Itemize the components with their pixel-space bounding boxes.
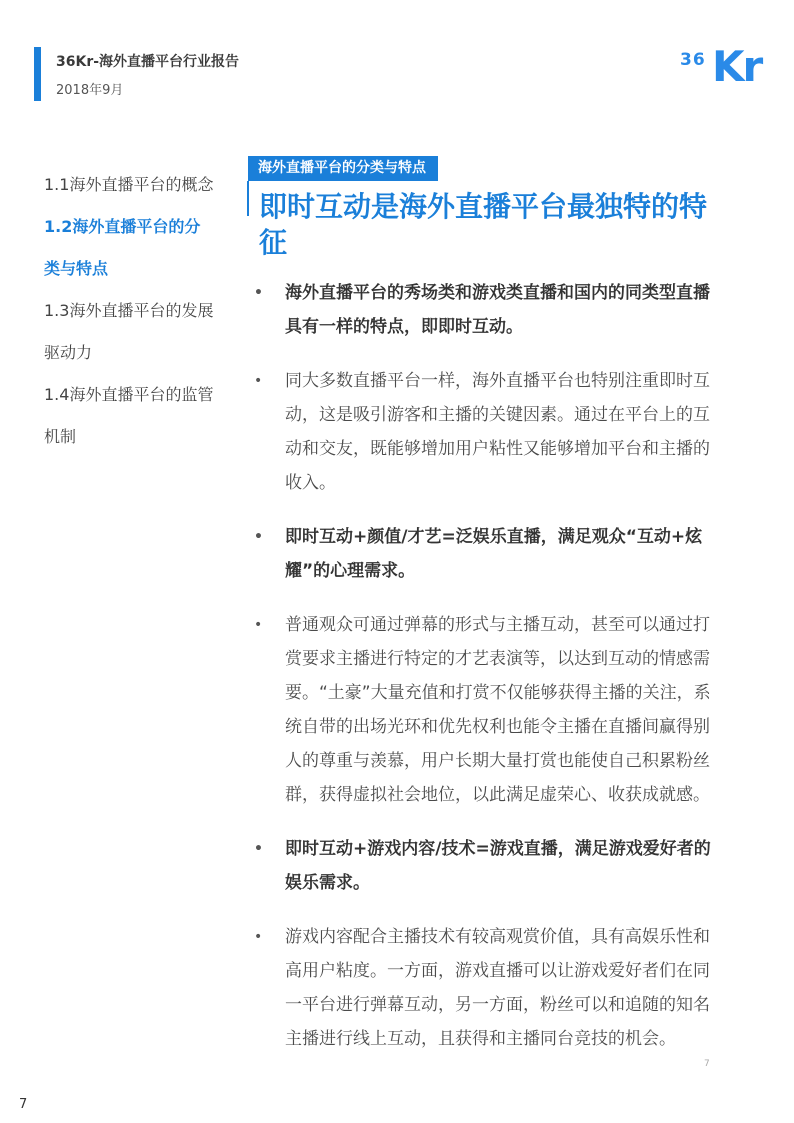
bullet-dot: • <box>254 929 263 945</box>
toc-item-drivers[interactable]: 1.3海外直播平台的发展驱动力 <box>44 301 214 362</box>
bullet-dot: • <box>254 373 263 389</box>
bullet-text: 即时互动+颜值/才艺=泛娱乐直播，满足观众“互动+炫耀”的心理需求。 <box>285 527 703 581</box>
bullet-text: 即时互动+游戏内容/技术=游戏直播，满足游戏爱好者的娱乐需求。 <box>285 839 711 893</box>
toc-item-classification[interactable]: 1.2海外直播平台的分类与特点 <box>44 217 201 278</box>
36kr-logo <box>678 44 768 94</box>
logo-number: 36 <box>680 50 706 70</box>
bullet-dot: • <box>254 841 263 857</box>
bullet-text: 同大多数直播平台一样，海外直播平台也特别注重即时互动，这是吸引游客和主播的关键因素。通过在平台上的互动和交友，既能够增加用户粘性又能够增加平台和主播的收入。 <box>285 371 710 493</box>
bullet-list <box>252 276 722 1076</box>
page-number-small: 7 <box>704 1059 710 1069</box>
bullet-dot: • <box>254 285 263 301</box>
bullet-text: 游戏内容配合主播技术有较高观赏价值，具有高娱乐性和高用户粘度。一方面，游戏直播可以让游戏爱好者们在同一平台进行弹幕互动，另一方面，粉丝可以和追随的知名主播进行线上互动，且获得和主播同台竞技的机会。 <box>285 927 710 1049</box>
report-title: 36Kr-海外直播平台行业报告 <box>56 54 240 70</box>
table-of-contents <box>44 164 224 458</box>
section-tag: 海外直播平台的分类与特点 <box>248 156 438 181</box>
bullet-item <box>252 832 722 900</box>
headline-rule <box>247 181 249 216</box>
bullet-text: 普通观众可通过弹幕的形式与主播互动，甚至可以通过打赏要求主播进行特定的才艺表演等，以达到互动的情感需要。“土豪”大量充值和打赏不仅能够获得主播的关注，系统自带的出场光环和优先权利也能令主播在直播间赢得别人的尊重与羡慕，用户长期大量打赏也能使自己积累粉丝群，获得虚拟社会地位，以此满足虚荣心、收获成就感。 <box>285 615 711 805</box>
page-number: 7 <box>19 1097 28 1112</box>
bullet-item <box>252 608 722 812</box>
toc-item-regulation[interactable]: 1.4海外直播平台的监管机制 <box>44 385 214 446</box>
page-headline: 即时互动是海外直播平台最独特的特征 <box>259 190 708 259</box>
bullet-item <box>252 276 722 344</box>
logo-letters: Kr <box>712 42 762 91</box>
bullet-dot: • <box>254 617 263 633</box>
toc-item-concept[interactable]: 1.1海外直播平台的概念 <box>44 175 214 194</box>
bullet-item <box>252 364 722 500</box>
header-accent-bar <box>34 47 41 101</box>
bullet-dot: • <box>254 529 263 545</box>
bullet-text: 海外直播平台的秀场类和游戏类直播和国内的同类型直播具有一样的特点，即即时互动。 <box>285 283 710 337</box>
bullet-item <box>252 520 722 588</box>
report-date: 2018年9月 <box>56 83 124 98</box>
bullet-item <box>252 920 722 1056</box>
